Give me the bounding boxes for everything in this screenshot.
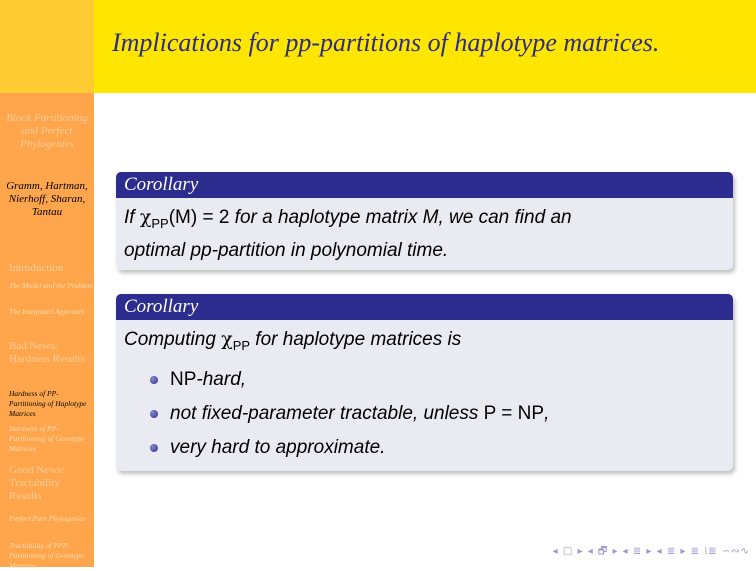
sidebar bbox=[0, 0, 94, 570]
chi-subscript: PP bbox=[232, 337, 251, 353]
nav-section-hardness[interactable]: Bad News: Hardness Results bbox=[9, 340, 86, 365]
slide-title: Implications for pp-partitions of haplotype matrices. bbox=[112, 28, 660, 57]
nav-sub-hardness-genotype[interactable]: Hardness of PP-Partitioning of Genotype Matrices bbox=[9, 424, 84, 453]
text: -hard, bbox=[196, 368, 247, 390]
chi-symbol: χ bbox=[221, 328, 233, 350]
authors: Gramm, Hartman, Nierhoff, Sharan, Tantau bbox=[6, 180, 88, 218]
nav-sub-hardness-haplotype[interactable]: Hardness of PP-Partitioning of Haplotype Matrices bbox=[9, 389, 87, 418]
list-item bbox=[124, 397, 725, 431]
text: If bbox=[124, 207, 140, 228]
corollary-heading: Corollary bbox=[116, 172, 733, 198]
text: not fixed-parameter tractable, unless bbox=[170, 402, 484, 424]
text: for haplotype matrices is bbox=[250, 329, 462, 350]
slide-header bbox=[94, 0, 756, 93]
corollary-block-2 bbox=[116, 294, 733, 471]
text: very hard to approximate. bbox=[170, 436, 386, 458]
corollary-body bbox=[116, 198, 733, 270]
beamer-navigation-icons[interactable]: ◂ □ ▸ ◂ 🗗 ▸ ◂ ≣ ▸ ◂ ≣ ▸ ≣ ⁞≣ ∽∾∿ bbox=[552, 546, 750, 557]
text: Computing bbox=[124, 329, 222, 350]
bullet-icon bbox=[150, 410, 158, 418]
chi-symbol: χ bbox=[139, 206, 152, 228]
text: , bbox=[544, 402, 550, 424]
sidebar-top bbox=[0, 0, 94, 93]
text: (M) = 2 bbox=[168, 207, 230, 228]
list-item bbox=[124, 431, 725, 465]
nav-section-introduction[interactable]: Introduction bbox=[9, 262, 64, 274]
text: NP bbox=[170, 368, 197, 390]
text: P = NP bbox=[483, 402, 545, 424]
text: for a haplotype matrix M, we can find an bbox=[229, 207, 572, 228]
corollary-block-1 bbox=[116, 172, 733, 270]
bullet-icon bbox=[150, 444, 158, 452]
corollary-heading: Corollary bbox=[116, 294, 733, 320]
nav-section-tractability[interactable]: Good News: Tractability Results bbox=[9, 464, 65, 502]
nav-sub-perfect-path[interactable]: Perfect Path Phylogenies bbox=[9, 514, 86, 523]
list-item bbox=[124, 363, 725, 397]
corollary-list bbox=[124, 363, 725, 465]
nav-sub-model-problem[interactable]: The Model and the Problem bbox=[9, 281, 93, 290]
nav-sub-integrated-approach[interactable]: The Integrated Approach bbox=[9, 307, 85, 316]
nav-sub-tractability-ppp[interactable]: Tractability of PPP-Partitioning of Genotype Matrices bbox=[9, 541, 84, 570]
chi-subscript: PP bbox=[151, 215, 169, 231]
text: optimal pp-partition in polynomial time. bbox=[124, 239, 449, 261]
talk-title[interactable]: Block Partitioning and Perfect Phylogenies bbox=[6, 112, 88, 150]
corollary-body bbox=[116, 320, 733, 471]
bullet-icon bbox=[150, 376, 158, 384]
